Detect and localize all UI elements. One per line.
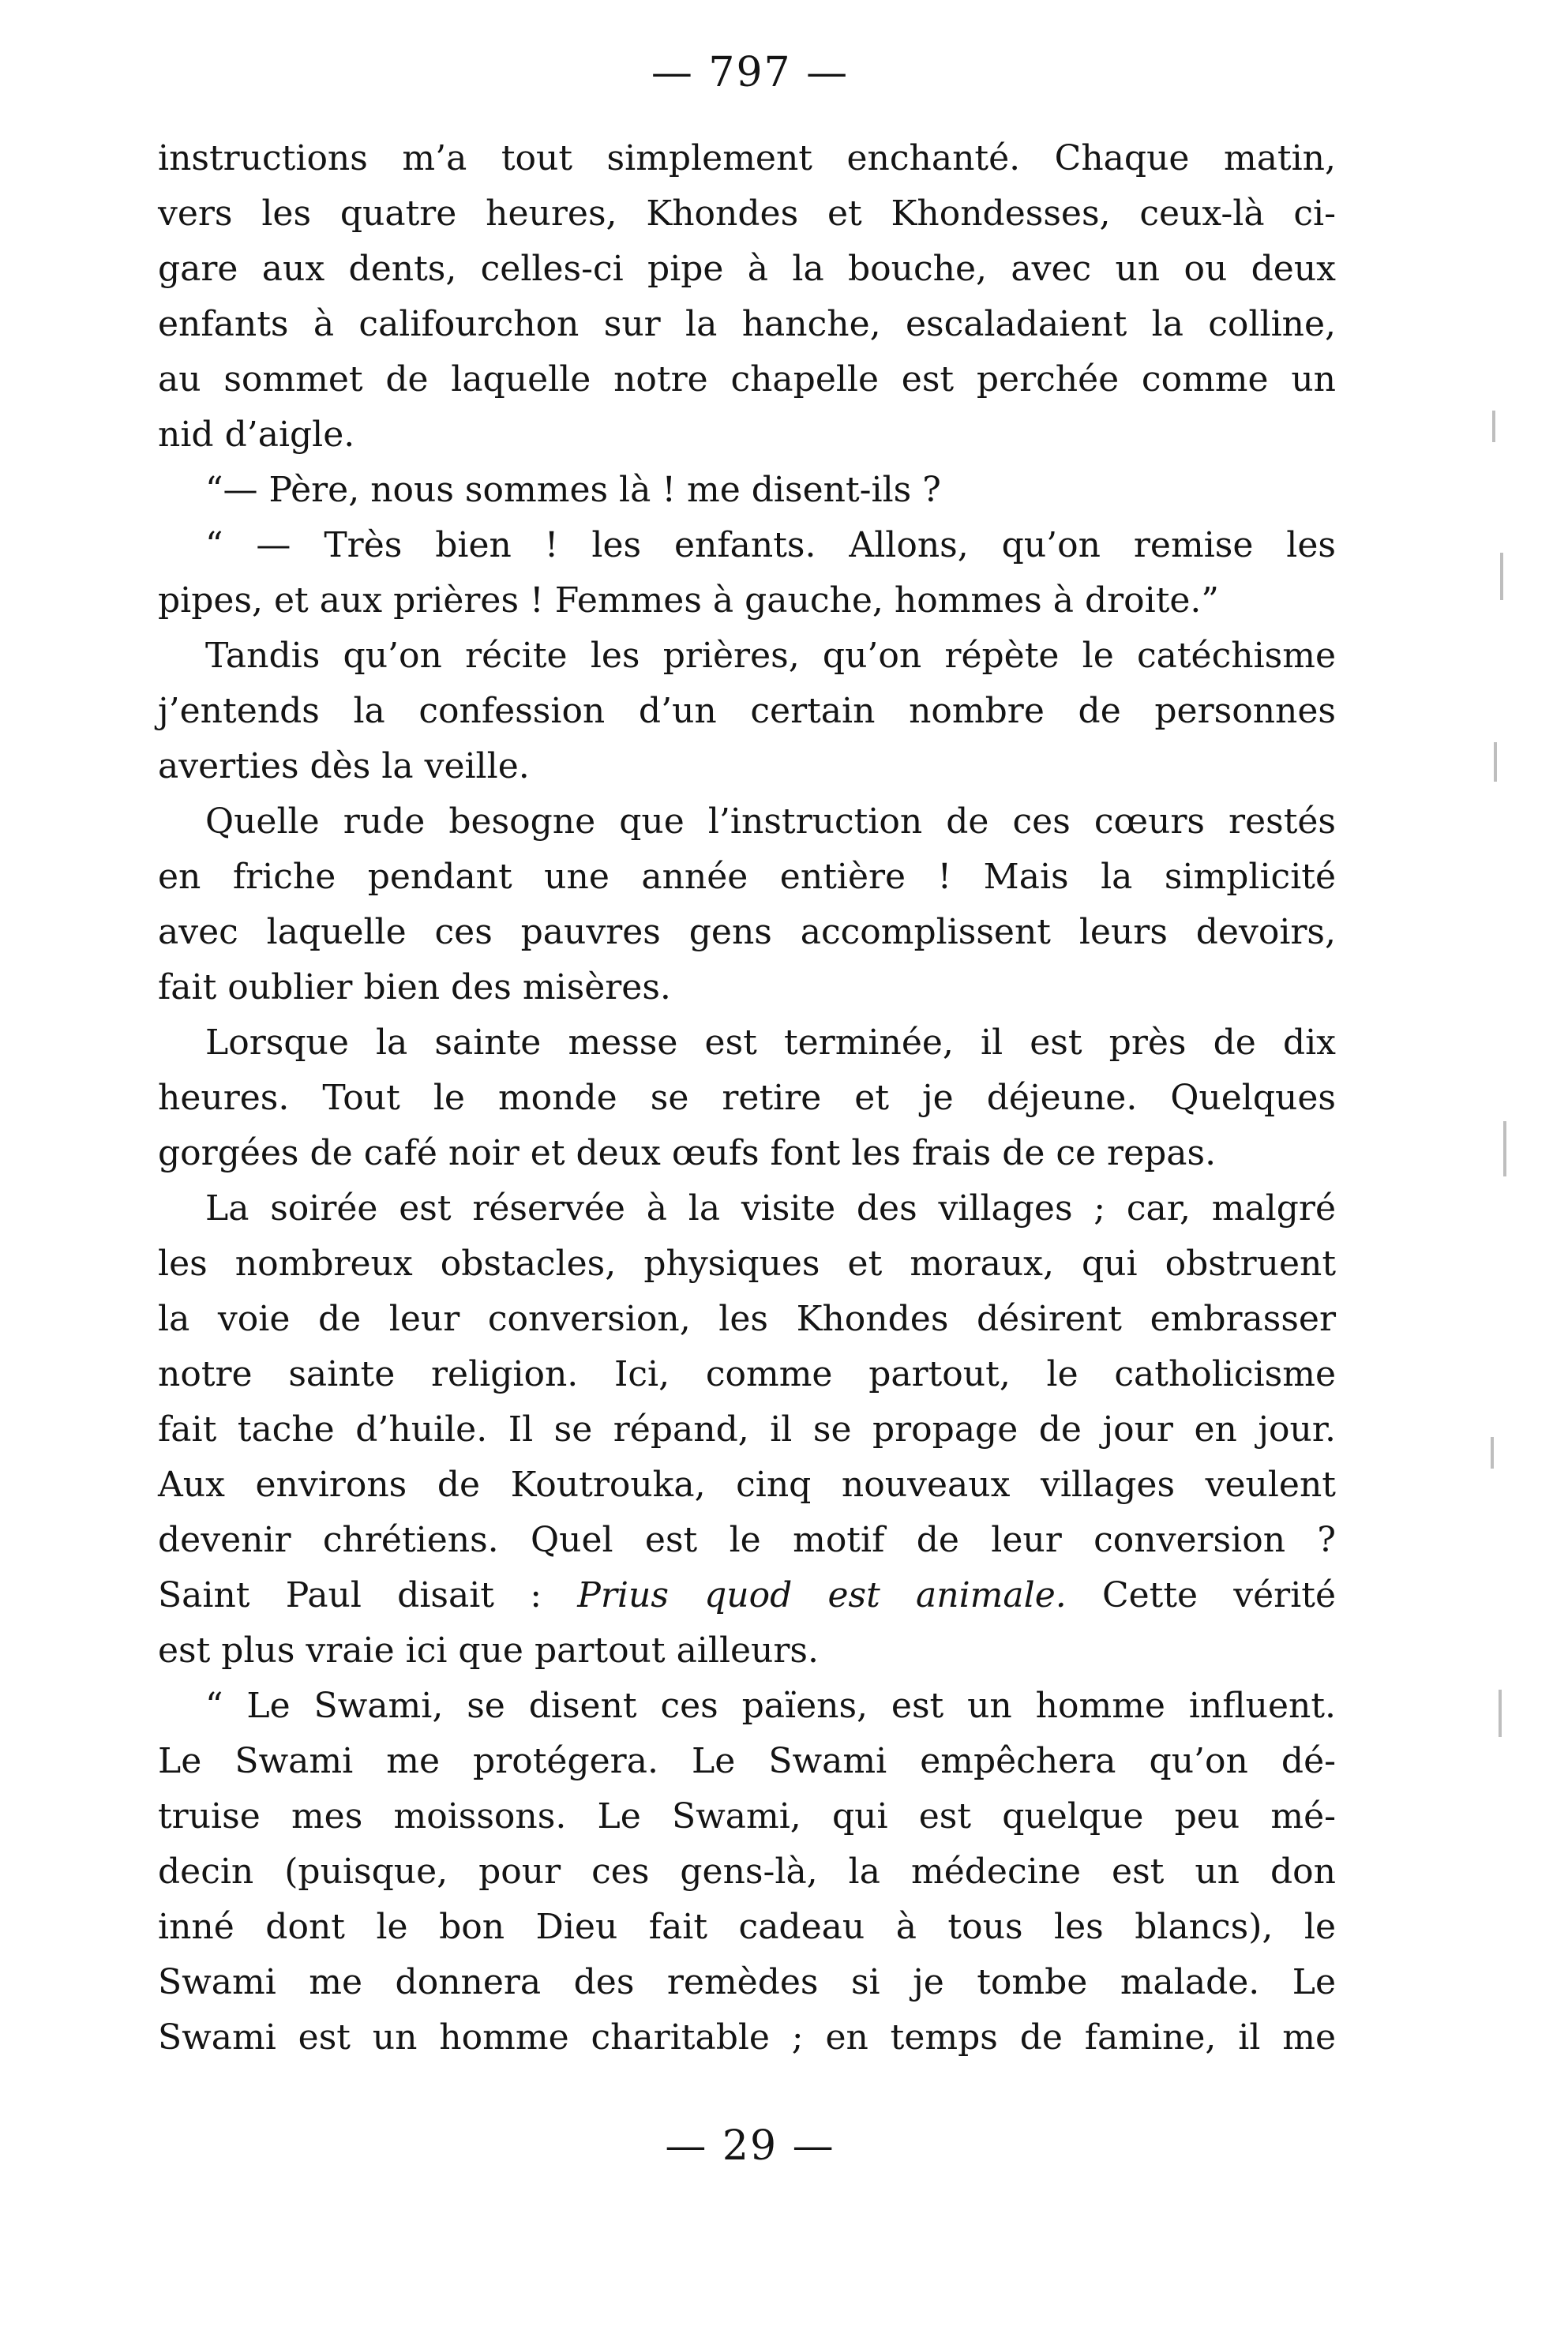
text-line: fait tache d’huile. Il se répand, il se propage de jour en jour. bbox=[158, 1409, 1336, 1450]
text-line: Tandis qu’on récite les prières, qu’on répète le catéchisme bbox=[205, 636, 1336, 676]
page-number-top: — 797 — bbox=[651, 49, 850, 96]
text-line: heures. Tout le monde se retire et je déjeune. Quelques bbox=[158, 1078, 1336, 1118]
text-line: pipes, et aux prières ! Femmes à gauche, hommes à droite.” bbox=[158, 580, 1219, 621]
text-line: Quelle rude besogne que l’instruction de ces cœurs restés bbox=[205, 801, 1336, 842]
scan-speck bbox=[1500, 553, 1503, 600]
text-line: Swami me donnera des remèdes si je tombe malade. Le bbox=[158, 1962, 1336, 2002]
text-line: truise mes moissons. Le Swami, qui est quelque peu mé- bbox=[158, 1796, 1336, 1837]
text-line: avec laquelle ces pauvres gens accomplissent leurs devoirs, bbox=[158, 912, 1336, 952]
text-line: “ Le Swami, se disent ces païens, est un homme influent. bbox=[205, 1686, 1336, 1726]
text-line: notre sainte religion. Ici, comme partout, le catholicisme bbox=[158, 1354, 1336, 1394]
text-line: les nombreux obstacles, physiques et moraux, qui obstruent bbox=[158, 1244, 1336, 1284]
scan-speck bbox=[1503, 1121, 1506, 1176]
text-line: “ — Très bien ! les enfants. Allons, qu’on remise les bbox=[205, 525, 1336, 565]
text-line: la voie de leur conversion, les Khondes désirent embrasser bbox=[158, 1299, 1336, 1339]
text-line: vers les quatre heures, Khondes et Khondesses, ceux-là ci- bbox=[158, 193, 1336, 234]
text-run: Saint Paul disait : bbox=[158, 1575, 578, 1615]
text-line: j’entends la confession d’un certain nombre de personnes bbox=[158, 691, 1336, 731]
text-line: Swami est un homme charitable ; en temps de famine, il me bbox=[158, 2017, 1336, 2058]
text-run: Cette vérité bbox=[1066, 1575, 1336, 1615]
text-line: instructions m’a tout simplement enchanté. Chaque matin, bbox=[158, 138, 1336, 178]
text-line: averties dès la veille. bbox=[158, 746, 530, 786]
text-line: enfants à califourchon sur la hanche, escaladaient la colline, bbox=[158, 304, 1336, 344]
latin-quote: Prius quod est animale. bbox=[577, 1575, 1067, 1615]
text-line: nid d’aigle. bbox=[158, 415, 355, 455]
text-line: Aux environs de Koutrouka, cinq nouveaux villages veulent bbox=[158, 1465, 1336, 1505]
scan-speck bbox=[1491, 1437, 1494, 1469]
text-line: Le Swami me protégera. Le Swami empêchera qu’on dé- bbox=[158, 1741, 1336, 1781]
scan-margin-specks bbox=[1484, 411, 1532, 1753]
text-line: “— Père, nous sommes là ! me disent-ils ? bbox=[205, 470, 941, 510]
text-line: La soirée est réservée à la visite des villages ; car, malgré bbox=[205, 1188, 1336, 1229]
text-line: Lorsque la sainte messe est terminée, il est près de dix bbox=[205, 1022, 1336, 1063]
scan-speck bbox=[1494, 742, 1497, 782]
text-line: est plus vraie ici que partout ailleurs. bbox=[158, 1630, 819, 1671]
page-number-bottom: — 29 — bbox=[665, 2122, 835, 2170]
text-line: devenir chrétiens. Quel est le motif de leur conversion ? bbox=[158, 1520, 1336, 1560]
text-line: fait oublier bien des misères. bbox=[158, 967, 671, 1007]
text-line: gorgées de café noir et deux œufs font les frais de ce repas. bbox=[158, 1133, 1217, 1173]
scan-speck bbox=[1492, 411, 1495, 442]
text-line bbox=[158, 1568, 1336, 1623]
text-line: inné dont le bon Dieu fait cadeau à tous les blancs), le bbox=[158, 1907, 1336, 1947]
text-line: au sommet de laquelle notre chapelle est perchée comme un bbox=[158, 359, 1336, 400]
text-line: en friche pendant une année entière ! Mais la simplicité bbox=[158, 857, 1336, 897]
scan-speck bbox=[1499, 1690, 1502, 1737]
body-text bbox=[158, 131, 1336, 2065]
text-line: gare aux dents, celles-ci pipe à la bouche, avec un ou deux bbox=[158, 249, 1336, 289]
text-line: decin (puisque, pour ces gens-là, la médecine est un don bbox=[158, 1852, 1336, 1892]
